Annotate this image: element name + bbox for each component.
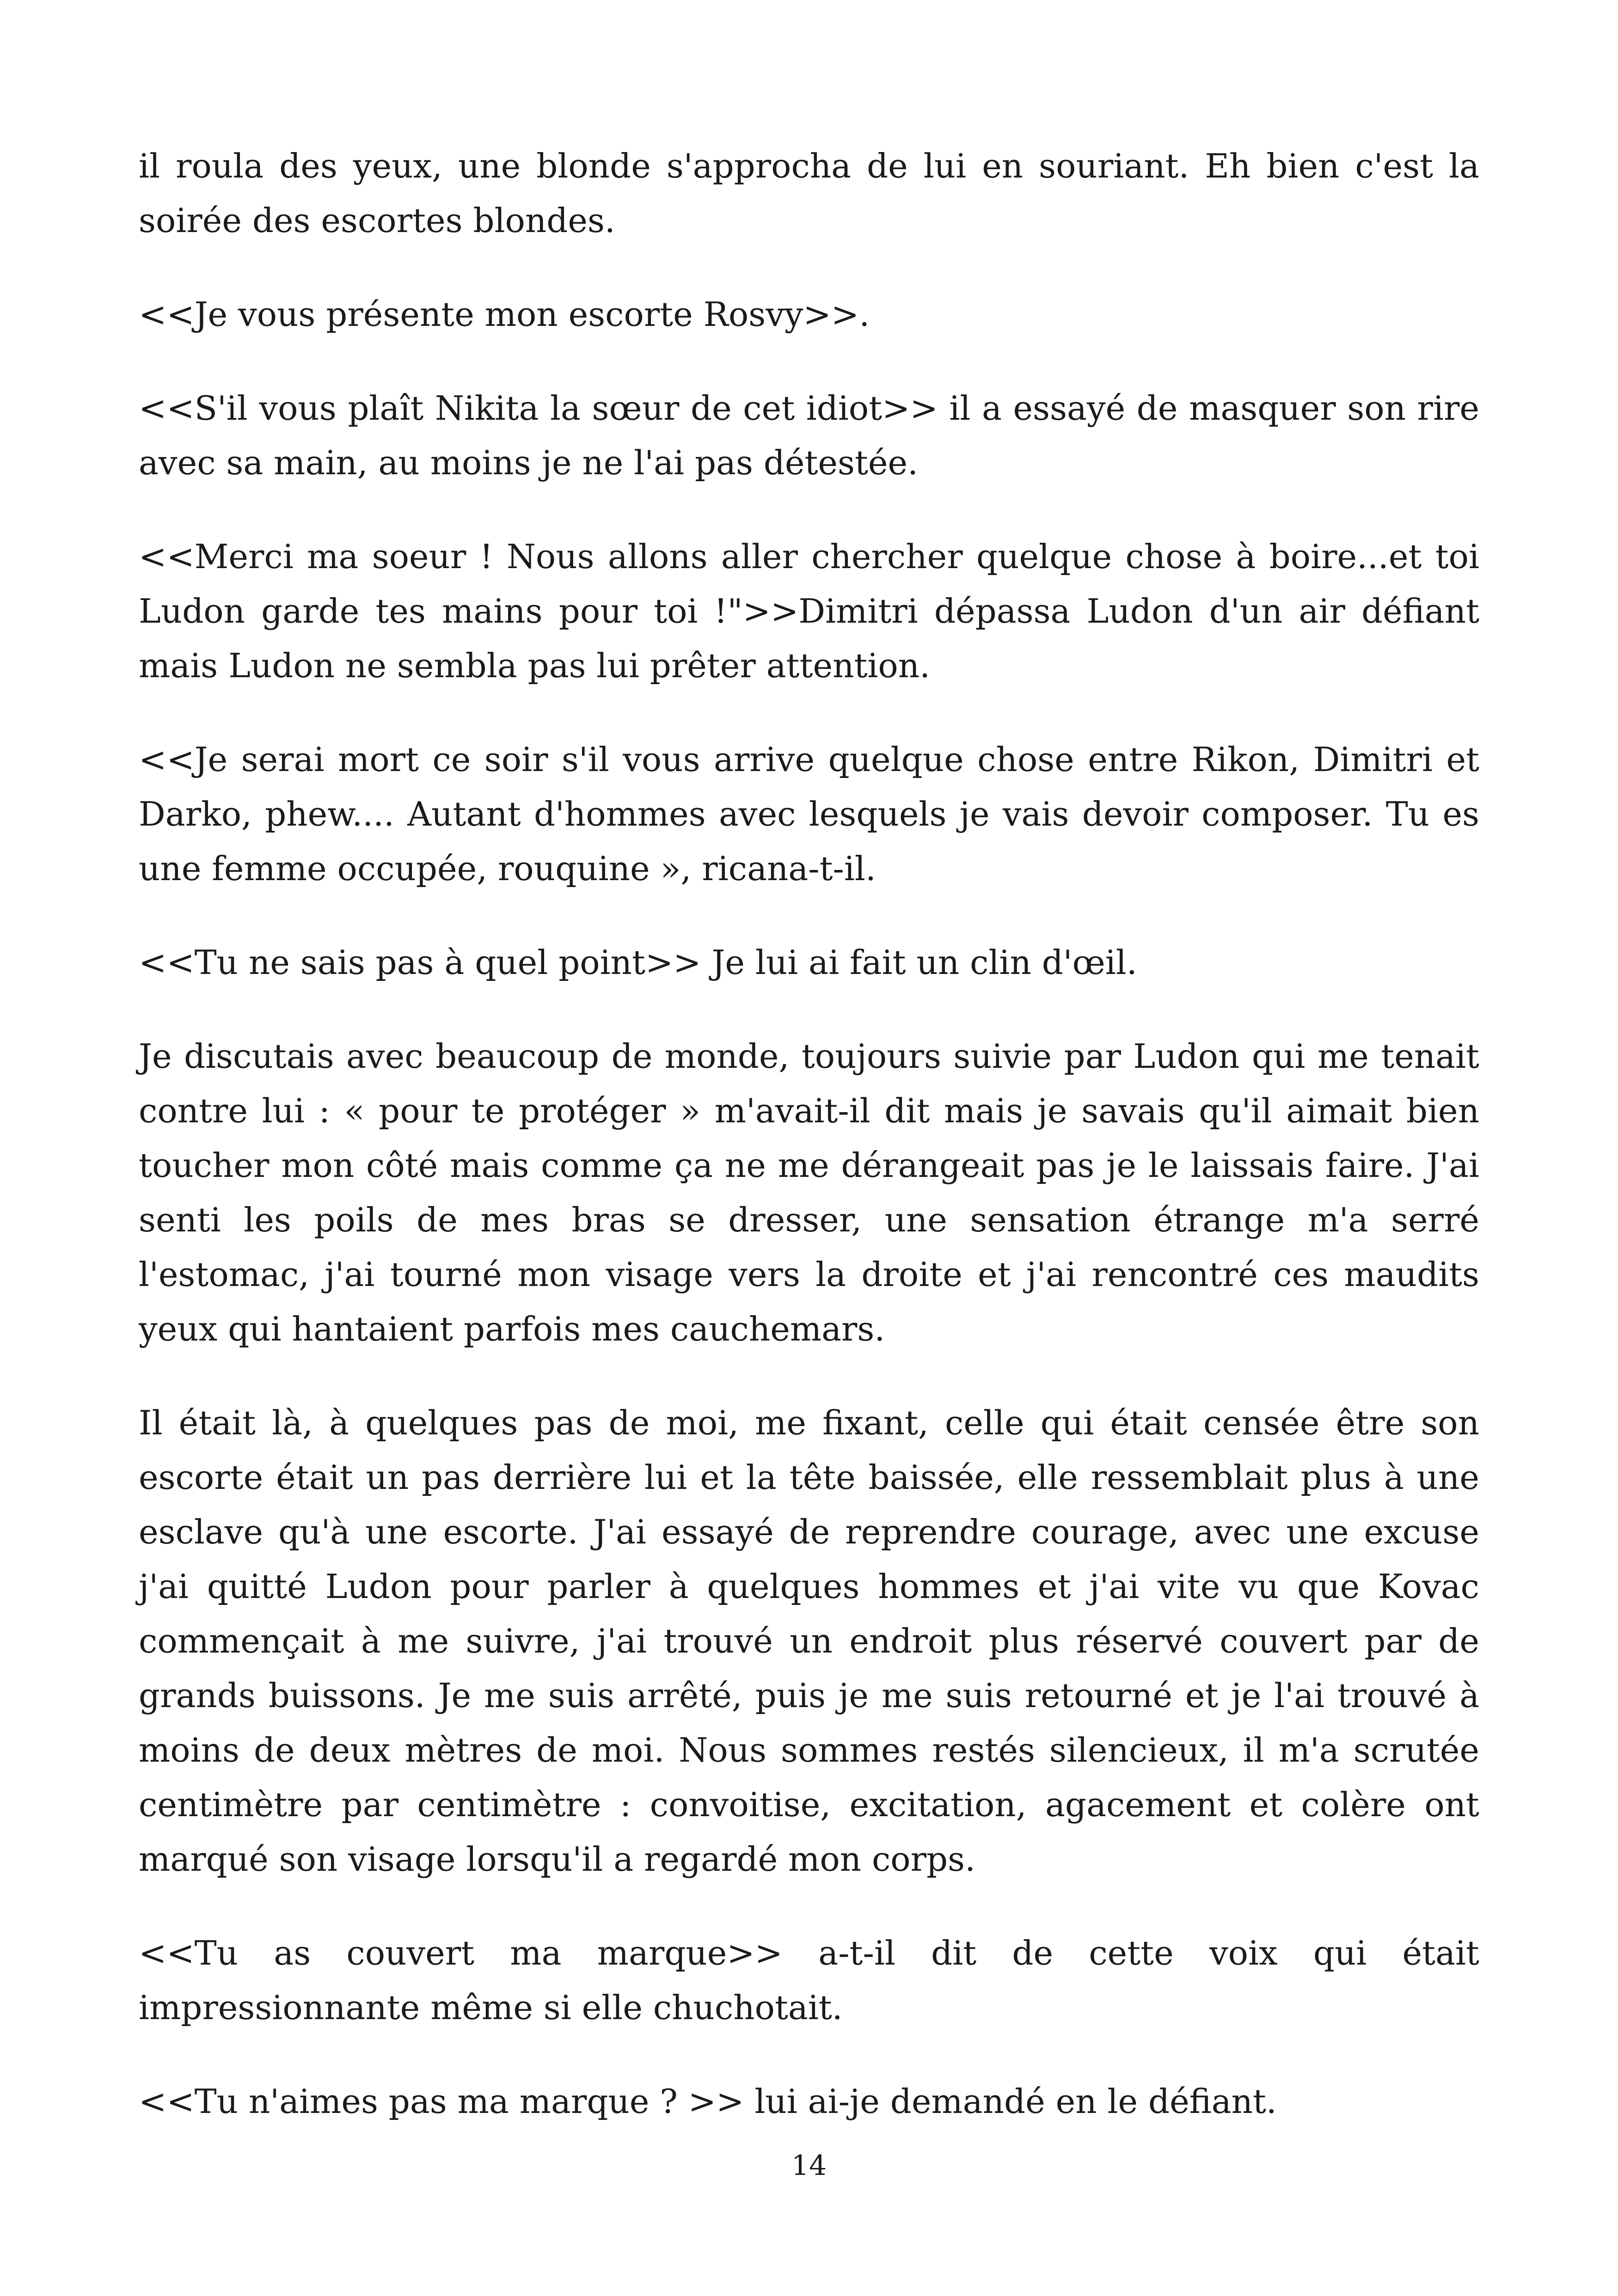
paragraph: <<Tu ne sais pas à quel point>> Je lui ai fait un clin d'œil. (139, 943, 1137, 982)
body-text (139, 139, 1479, 2168)
paragraph: il roula des yeux, une blonde s'approcha de lui en souriant. Eh bien c'est la soirée des escortes blondes. (139, 147, 1479, 240)
paragraph: <<Je vous présente mon escorte Rosvy>>. (139, 295, 870, 334)
paragraph: Je discutais avec beaucoup de monde, toujours suivie par Ludon qui me tenait contre lui : « pour te protéger » m'avait-il dit mais je savais qu'il aimait bien toucher mon côté mais comme ça ne me dérangeait pas je le laissais faire. J'ai senti les poils de mes bras se dresser, une sensation étrange m'a serré l'estomac, j'ai tourné mon visage vers la droite et j'ai rencontré ces maudits yeux qui hantaient parfois mes cauchemars. (139, 1037, 1479, 1348)
page-number: 14 (791, 2149, 827, 2182)
paragraph: <<Je serai mort ce soir s'il vous arrive quelque chose entre Rikon, Dimitri et Darko, phew.... Autant d'hommes avec lesquels je vais devoir composer. Tu es une femme occupée, rouquine », ricana-t-il. (139, 740, 1479, 888)
paragraph: <<Tu n'aimes pas ma marque ? >> lui ai-je demandé en le défiant. (139, 2082, 1277, 2121)
paragraph: <<Merci ma soeur ! Nous allons aller chercher quelque chose à boire...et toi Ludon garde tes mains pour toi !">>Dimitri dépassa Ludon d'un air défiant mais Ludon ne sembla pas lui prêter attention. (139, 537, 1479, 685)
paragraph: <<S'il vous plaît Nikita la sœur de cet idiot>> il a essayé de masquer son rire avec sa main, au moins je ne l'ai pas détestée. (139, 389, 1479, 482)
paragraph: Il était là, à quelques pas de moi, me fixant, celle qui était censée être son escorte était un pas derrière lui et la tête baissée, elle ressemblait plus à une esclave qu'à une escorte. J'ai essayé de reprendre courage, avec une excuse j'ai quitté Ludon pour parler à quelques hommes et j'ai vite vu que Kovac commençait à me suivre, j'ai trouvé un endroit plus réservé couvert par de grands buissons. Je me suis arrêté, puis je me suis retourné et je l'ai trouvé à moins de deux mètres de moi. Nous sommes restés silencieux, il m'a scrutée centimètre par centimètre : convoitise, excitation, agacement et colère ont marqué son visage lorsqu'il a regardé mon corps. (139, 1403, 1479, 1879)
paragraph: <<Tu as couvert ma marque>> a-t-il dit de cette voix qui était impressionnante même si elle chuchotait. (139, 1934, 1479, 2027)
